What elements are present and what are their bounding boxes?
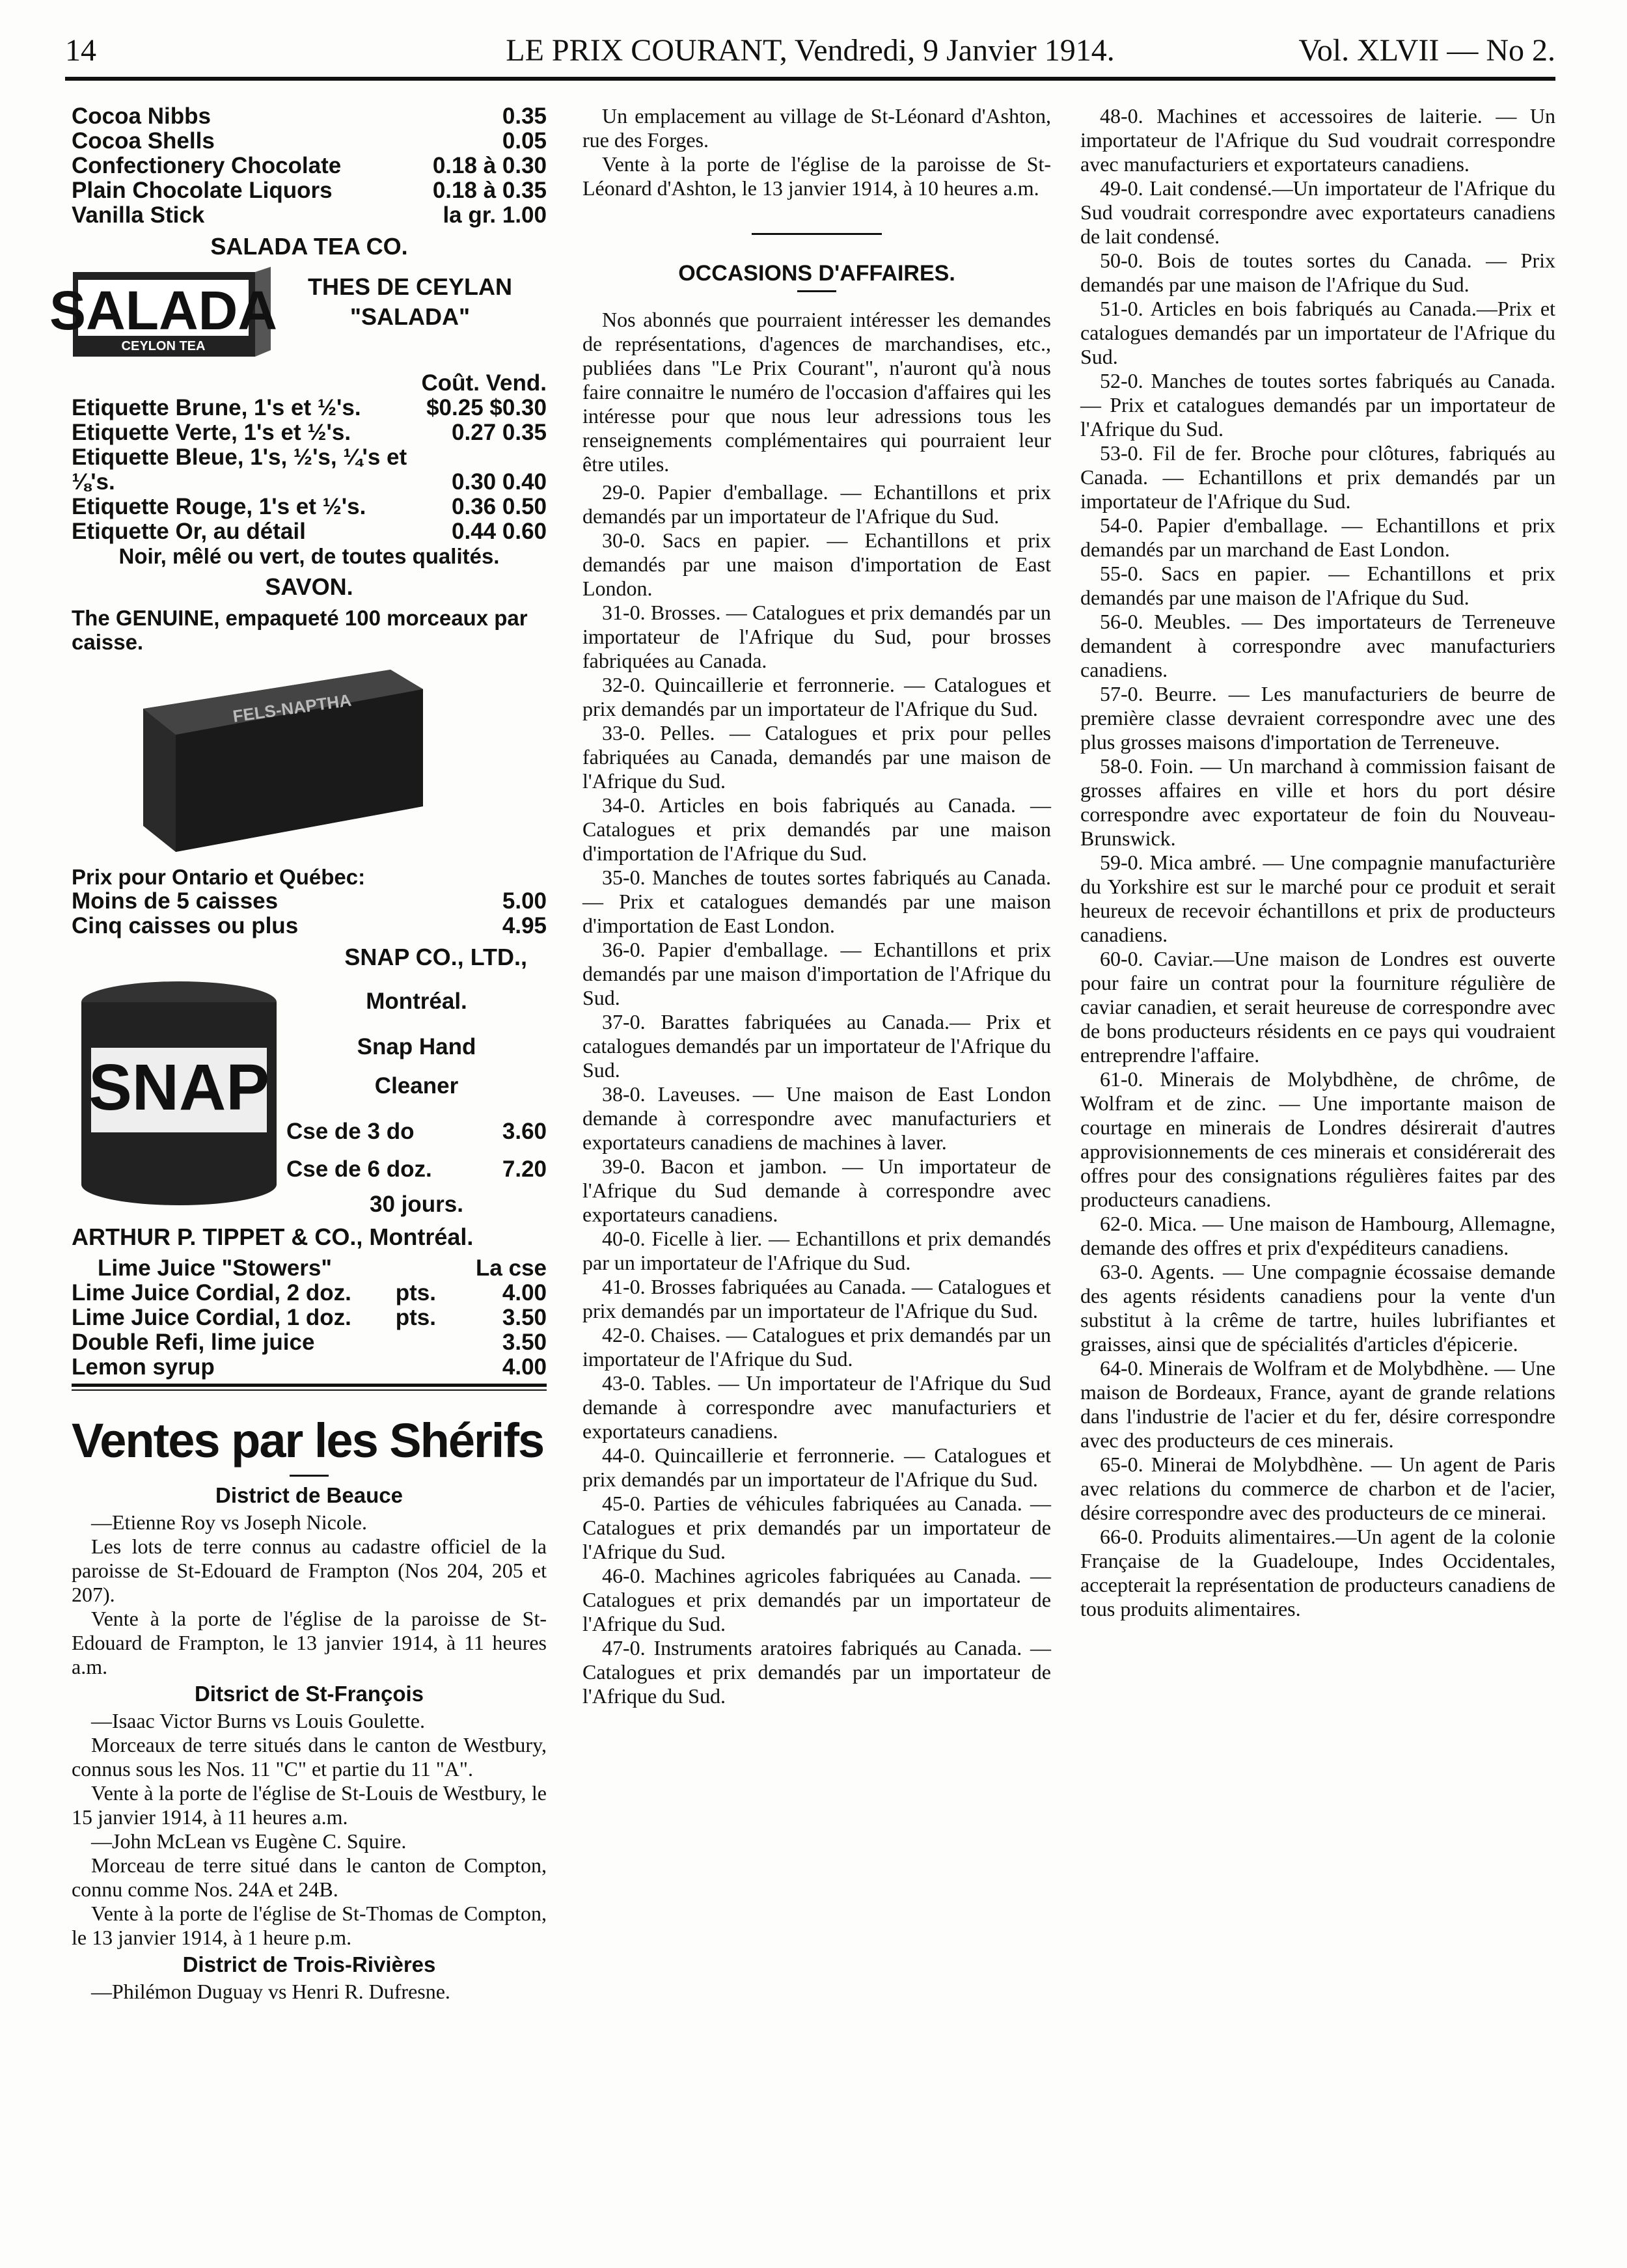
occasion-item: 54-0. Papier d'emballage. — Echantillons et prix demandés par un marchand de East London. [1080, 513, 1555, 561]
occasion-item: 33-0. Pelles. — Catalogues et prix pour pelles fabriquées au Canada, demandés par une maison de l'Afrique du Sud. [582, 721, 1051, 793]
district-heading: District de Beauce [215, 1483, 403, 1507]
occasion-item: 59-0. Mica ambré. — Une compagnie manufacturière du Yorkshire est sur le marché pour ce produit et serait heureux de recevoir échantillons et prix de producteurs canadiens. [1080, 851, 1555, 946]
section-divider [752, 233, 882, 235]
price-row: Cse de 3 do 3.60 [286, 1119, 547, 1144]
occasion-item: 57-0. Beurre. — Les manufacturiers de beurre de première classe devraient correspondre avec une des plus grosses maisons d'importation de Terreneuve. [1080, 682, 1555, 754]
svg-text:SALADA: SALADA [49, 280, 277, 341]
notice-paragraph: Vente à la porte de l'église de la paroisse de St-Léonard d'Ashton, le 13 janvier 1914, à 10 heures a.m. [582, 152, 1051, 200]
salada-ad [49, 267, 547, 364]
occasion-item: 39-0. Bacon et jambon. — Un importateur de l'Afrique du Sud demande à correspondre avec exportateurs canadiens. [582, 1154, 1051, 1226]
occasion-item: 36-0. Papier d'emballage. — Echantillons et prix demandés par une maison d'importation de l'Afrique du Sud. [582, 938, 1051, 1009]
salada-column-header: Coût. Vend. [421, 370, 547, 396]
occasion-item: 52-0. Manches de toutes sortes fabriqués au Canada. — Prix et catalogues demandés par un importateur de l'Afrique du Sud. [1080, 369, 1555, 441]
occasion-item: 49-0. Lait condensé.—Un importateur de l'Afrique du Sud voudrait correspondre avec exportateurs canadiens de lait condensé. [1080, 176, 1555, 248]
price-row: Cocoa Shells 0.05 [72, 128, 547, 154]
soap-bar-image [130, 663, 430, 858]
occasions-list [582, 480, 1051, 1708]
salada-price-list [72, 396, 547, 544]
snap-can-image [72, 976, 286, 1210]
district-heading: District de Trois-Rivières [182, 1952, 436, 1976]
occasion-item: 35-0. Manches de toutes sortes fabriqués au Canada. — Prix et catalogues demandés par une maison d'importation de East London. [582, 866, 1051, 937]
prix-heading: Prix pour Ontario et Québec: [72, 865, 366, 889]
salada-heading: SALADA TEA CO. [210, 233, 408, 260]
salada-logo [49, 267, 277, 364]
occasion-item: 50-0. Bois de toutes sortes du Canada. — Prix demandés par une maison de l'Afrique du Sud. [1080, 249, 1555, 296]
occasion-item: 47-0. Instruments aratoires fabriqués au Canada. — Catalogues et prix demandés par un importateur de l'Afrique du Sud. [582, 1636, 1051, 1708]
column-right [1080, 104, 1555, 1621]
page-header [65, 26, 1555, 78]
occasion-item: 56-0. Meubles. — Des importateurs de Terreneuve demandent à correspondre avec manufacturiers canadiens. [1080, 610, 1555, 681]
beauce-notices: —Etienne Roy vs Joseph Nicole. Les lots de terre connus au cadastre officiel de la paroisse de St-Edouard de Frampton (Nos 204, 205 et 207). Vente à la porte de l'église de la paroisse de St-Edouard de Frampton, le 13 janvier 1914, à 11 heures a.m. [72, 1510, 547, 1678]
price-row: Double Refi, lime juice 3.50 [72, 1330, 547, 1355]
occasion-item: 46-0. Machines agricoles fabriquées au Canada. — Catalogues et prix demandés par un importateur de l'Afrique du Sud. [582, 1564, 1051, 1635]
cocoa-price-list [72, 104, 547, 228]
occasion-item: 32-0. Quincaillerie et ferronnerie. — Catalogues et prix demandés par un importateur de l'Afrique du Sud. [582, 673, 1051, 720]
price-row: Vanilla Stick la gr. 1.00 [72, 202, 547, 228]
price-row: Cinq caisses ou plus 4.95 [72, 913, 547, 938]
tippet-column-header: Lime Juice "Stowers" La cse [98, 1255, 547, 1281]
occasion-item: 42-0. Chaises. — Catalogues et prix demandés par un importateur de l'Afrique du Sud. [582, 1323, 1051, 1371]
occasion-item: 31-0. Brosses. — Catalogues et prix demandés par un importateur de l'Afrique du Sud, pour brosses fabriquées au Canada. [582, 601, 1051, 672]
column-middle [582, 104, 1051, 1708]
price-row: Plain Chocolate Liquors 0.18 à 0.35 [72, 178, 547, 203]
occasion-item: 55-0. Sacs en papier. — Echantillons et prix demandés par une maison de l'Afrique du Sud. [1080, 562, 1555, 609]
column-left [49, 103, 547, 2004]
price-row: Cocoa Nibbs 0.35 [72, 103, 547, 129]
occasion-item: 44-0. Quincaillerie et ferronnerie. — Catalogues et prix demandés par un importateur de l'Afrique du Sud. [582, 1443, 1051, 1491]
price-row: Moins de 5 caisses 5.00 [72, 888, 547, 914]
occasion-item: 30-0. Sacs en papier. — Echantillons et prix demandés par une maison d'importation de East London. [582, 528, 1051, 600]
occasion-item: 37-0. Barattes fabriquées au Canada.— Prix et catalogues demandés par un importateur de l'Afrique du Sud. [582, 1010, 1051, 1082]
salada-title: THES DE CEYLAN "SALADA" [307, 273, 513, 330]
price-row: Etiquette Verte, 1's et ½'s. 0.27 0.35 [72, 420, 547, 445]
occasion-item: 51-0. Articles en bois fabriqués au Canada.—Prix et catalogues demandés par un importateur de l'Afrique du Sud. [1080, 297, 1555, 368]
occasion-item: 63-0. Agents. — Une compagnie écossaise demande des agents résidents canadiens pour la vente d'un substitut à la crême de tartre, huiles lubrifiantes et graisses, ainsi que de spécialités d'articles d'épicerie. [1080, 1260, 1555, 1356]
occasion-item: 58-0. Foin. — Un marchand à commission faisant de grosses affaires en ville et hors du port désire correspondre avec exportateur de foin du Nouveau-Brunswick. [1080, 754, 1555, 850]
sheriffs-title: Ventes par les Shérifs [72, 1414, 544, 1468]
occasion-item: 64-0. Minerais de Wolfram et de Molybdhène. — Une maison de Bordeaux, France, ayant de grande relations dans l'industrie de l'acier et du fer, désire correspondre avec des producteurs de ces minerais. [1080, 1356, 1555, 1452]
svg-text:CEYLON TEA: CEYLON TEA [121, 339, 206, 353]
heading-divider [797, 290, 836, 292]
trois-notices: —Philémon Duguay vs Henri R. Dufresne. [91, 1980, 450, 2003]
snap-ad [72, 976, 547, 1218]
occasion-item: 65-0. Minerai de Molybdhène. — Un agent de Paris avec relations du commerce de charbon et de l'acier, désire correspondre avec des producteurs de ce minerai. [1080, 1453, 1555, 1524]
price-row: Etiquette Brune, 1's et ½'s. $0.25 $0.30 [72, 395, 547, 420]
salada-note: Noir, mêlé ou vert, de toutes qualités. [118, 544, 500, 568]
occasion-item: 48-0. Machines et accessoires de laiterie. — Un importateur de l'Afrique du Sud voudrait correspondre avec manufacturiers et exportateurs canadiens. [1080, 104, 1555, 176]
title-divider [290, 1475, 329, 1477]
header-rule [65, 77, 1555, 81]
savon-heading: SAVON. [265, 573, 353, 600]
price-row: Lemon syrup 4.00 [72, 1354, 547, 1380]
occasions-list-continued [1080, 104, 1555, 1621]
price-row: Etiquette Bleue, 1's, ½'s, ¼'s et [72, 444, 407, 470]
section-divider [72, 1384, 547, 1391]
occasion-item: 62-0. Mica. — Une maison de Hambourg, Allemagne, demande des offres et prix d'expéditeurs canadiens. [1080, 1212, 1555, 1259]
price-row: Etiquette Or, au détail 0.44 0.60 [72, 519, 547, 544]
price-row: ⅛'s. 0.30 0.40 [72, 469, 547, 495]
occasion-item: 66-0. Produits alimentaires.—Un agent de la colonie Française de la Guadeloupe, Indes Occidentales, accepterait la représentation de producteurs canadiens de tous produits alimentaires. [1080, 1525, 1555, 1620]
svg-text:FELS-NAPTHA: FELS-NAPTHA [231, 690, 353, 726]
page-number: 14 [65, 33, 96, 68]
price-row: Etiquette Rouge, 1's et ½'s. 0.36 0.50 [72, 494, 547, 519]
occasion-item: 38-0. Laveuses. — Une maison de East London demande à correspondre avec manufacturiers et exportateurs canadiens de machines à laver. [582, 1082, 1051, 1154]
price-row: Confectionery Chocolate 0.18 à 0.30 [72, 153, 547, 178]
occasion-item: 34-0. Articles en bois fabriqués au Canada. — Catalogues et prix demandés par une maison d'importation de l'Afrique du Sud. [582, 793, 1051, 865]
snap-heading: SNAP CO., LTD., [344, 944, 527, 970]
occasion-item: 41-0. Brosses fabriquées au Canada. — Catalogues et prix demandés par un importateur de l'Afrique du Sud. [582, 1275, 1051, 1322]
occasions-heading: OCCASIONS D'AFFAIRES. [678, 261, 955, 286]
occasion-item: 40-0. Ficelle à lier. — Echantillons et prix demandés par un importateur de l'Afrique du Sud. [582, 1227, 1051, 1274]
district-heading: Ditsrict de St-François [194, 1682, 424, 1706]
occasion-item: 43-0. Tables. — Un importateur de l'Afrique du Sud demande à correspondre avec manufacturiers et exportateurs canadiens. [582, 1371, 1051, 1443]
occasion-item: 53-0. Fil de fer. Broche pour clôtures, fabriqués au Canada. — Echantillons et prix demandés par un importateur de l'Afrique du Sud. [1080, 441, 1555, 513]
snap-details: Montréal. Snap Hand Cleaner Cse de 3 do 3.60 Cse de 6 doz. 7.20 30 jours. [286, 989, 547, 1217]
francois-notices: —Isaac Victor Burns vs Louis Goulette. Morceaux de terre situés dans le canton de Westbury, connus sous les Nos. 11 "C" et partie du 11 "A". Vente à la porte de l'église de St-Louis de Westbury, le 15 janvier 1914, à 11 heures a.m. —John McLean vs Eugène C. Squire. Morceau de terre situé dans le canton de Compton, connu comme Nos. 24A et 24B. Vente à la porte de l'église de St-Thomas de Compton, le 13 janvier 1914, à 1 heure p.m. [72, 1709, 547, 1949]
svg-text:SNAP: SNAP [89, 1051, 269, 1124]
publication-title: LE PRIX COURANT, Vendredi, 9 Janvier 1914. [506, 33, 1115, 68]
price-row: Lime Juice Cordial, 1 doz. pts. 3.50 [72, 1305, 547, 1330]
notice-paragraph: Un emplacement au village de St-Léonard d'Ashton, rue des Forges. [582, 104, 1051, 152]
occasion-item: 60-0. Caviar.—Une maison de Londres est ouverte pour faire un contrat pour la fourniture régulière de caviar canadien, et serait heureuse de correspondre avec de bons producteurs résidents en ce pays qui voudraient entreprendre l'affaire. [1080, 947, 1555, 1067]
occasion-item: 61-0. Minerais de Molybdhène, de chrôme, de Wolfram et de zinc. — Une importante maison de courtage en minerais de Londres désirerait d'autres approvisionnements de ces minerais et considérerait des offres pour des consignations régulières faites par des producteurs canadiens. [1080, 1067, 1555, 1211]
volume-number: Vol. XLVII — No 2. [1298, 33, 1555, 68]
tippet-heading: ARTHUR P. TIPPET & CO., Montréal. [72, 1223, 474, 1250]
tippet-price-list [72, 1281, 547, 1380]
occasion-item: 29-0. Papier d'emballage. — Echantillons et prix demandés par un importateur de l'Afrique du Sud. [582, 480, 1051, 528]
price-row: Cse de 6 doz. 7.20 [286, 1156, 547, 1182]
occasions-intro: Nos abonnés que pourraient intéresser les demandes de représentations, d'agences de marchandises, etc., publiées dans "Le Prix Courant", n'auront qu'à nous faire connaitre le numéro de l'occasion d'affaires qui les intéresse pour que nous leur adressions tous les renseignements complémentaires qui pourraient leur être utiles. [582, 308, 1051, 476]
savon-text: The GENUINE, empaqueté 100 morceaux par caisse. [72, 606, 528, 654]
price-row: Lime Juice Cordial, 2 doz. pts. 4.00 [72, 1280, 547, 1305]
occasion-item: 45-0. Parties de véhicules fabriquées au Canada. — Catalogues et prix demandés par un importateur de l'Afrique du Sud. [582, 1492, 1051, 1563]
